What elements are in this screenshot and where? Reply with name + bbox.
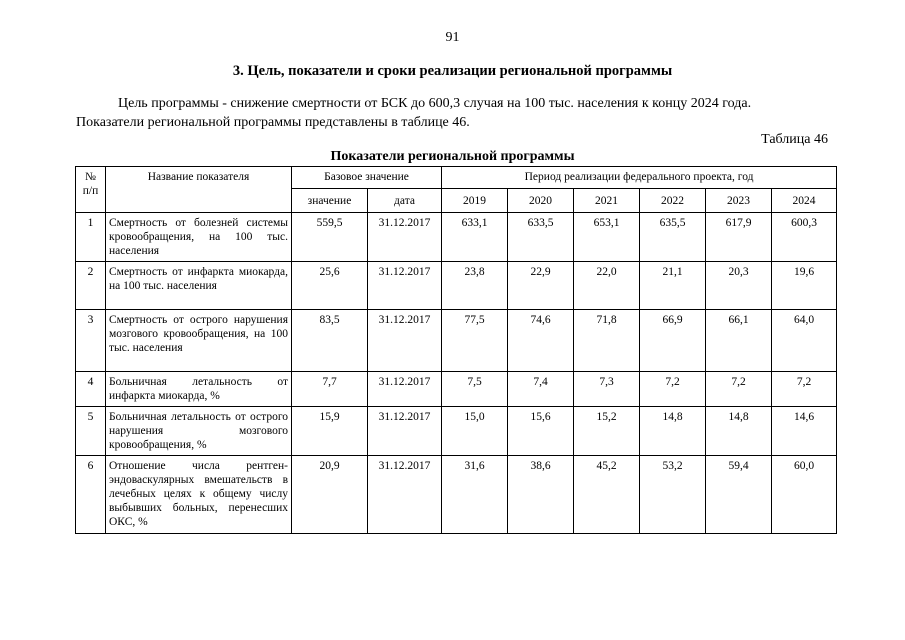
page-number: 91	[445, 30, 460, 45]
row-year-value: 53,2	[640, 456, 706, 534]
row-base-value: 25,6	[292, 262, 368, 310]
goal-paragraph: Цель программы - снижение смертности от БСК до 600,3 случая на 100 тыс. населения к концу 2024 года.	[118, 96, 752, 111]
row-year-value: 7,3	[574, 372, 640, 407]
header-base: Базовое значение	[292, 167, 442, 189]
row-num: 5	[76, 407, 106, 456]
row-name: Смертность от болезней системы кровообращения, на 100 тыс. населения	[106, 213, 292, 262]
row-base-value: 7,7	[292, 372, 368, 407]
row-base-date: 31.12.2017	[368, 310, 442, 372]
row-base-value: 559,5	[292, 213, 368, 262]
table-row	[76, 310, 837, 372]
row-year-value: 31,6	[442, 456, 508, 534]
row-base-value: 83,5	[292, 310, 368, 372]
row-name: Смертность от инфаркта миокарда, на 100 тыс. населения	[106, 262, 292, 310]
row-year-value: 66,9	[640, 310, 706, 372]
header-year: 2021	[574, 189, 640, 213]
row-year-value: 66,1	[706, 310, 772, 372]
table-row	[76, 456, 837, 534]
row-year-value: 7,2	[640, 372, 706, 407]
header-num: № п/п	[76, 167, 106, 213]
row-num: 1	[76, 213, 106, 262]
row-year-value: 20,3	[706, 262, 772, 310]
header-year: 2024	[772, 189, 837, 213]
row-year-value: 71,8	[574, 310, 640, 372]
row-year-value: 60,0	[772, 456, 837, 534]
row-year-value: 22,0	[574, 262, 640, 310]
section-title: 3. Цель, показатели и сроки реализации региональной программы	[232, 63, 673, 79]
row-year-value: 7,2	[706, 372, 772, 407]
row-year-value: 617,9	[706, 213, 772, 262]
row-num: 3	[76, 310, 106, 372]
table-row	[76, 407, 837, 456]
indicators-table	[75, 166, 837, 534]
row-year-value: 14,6	[772, 407, 837, 456]
row-base-date: 31.12.2017	[368, 372, 442, 407]
table-title: Показатели региональной программы	[330, 149, 575, 164]
row-name: Больничная летальность от острого нарушения мозгового кровообращения, %	[106, 407, 292, 456]
table-row	[76, 372, 837, 407]
header-value: значение	[292, 189, 368, 213]
row-year-value: 14,8	[706, 407, 772, 456]
row-name: Отношение числа рентген-эндоваскулярных вмешательств в лечебных целях к общему числу выбывших больных, перенесших ОКС, %	[106, 456, 292, 534]
row-base-value: 15,9	[292, 407, 368, 456]
header-name: Название показателя	[106, 167, 292, 213]
row-year-value: 7,5	[442, 372, 508, 407]
indicators-reference-paragraph: Показатели региональной программы представлены в таблице 46.	[76, 115, 470, 130]
header-year: 2023	[706, 189, 772, 213]
row-num: 6	[76, 456, 106, 534]
row-year-value: 653,1	[574, 213, 640, 262]
table-row	[76, 262, 837, 310]
header-year: 2022	[640, 189, 706, 213]
row-base-value: 20,9	[292, 456, 368, 534]
row-year-value: 7,4	[508, 372, 574, 407]
row-year-value: 45,2	[574, 456, 640, 534]
header-year: 2020	[508, 189, 574, 213]
row-name: Больничная летальность от инфаркта миокарда, %	[106, 372, 292, 407]
row-year-value: 600,3	[772, 213, 837, 262]
row-year-value: 38,6	[508, 456, 574, 534]
row-year-value: 23,8	[442, 262, 508, 310]
row-year-value: 633,5	[508, 213, 574, 262]
row-year-value: 14,8	[640, 407, 706, 456]
row-name: Смертность от острого нарушения мозгового кровообращения, на 100 тыс. населения	[106, 310, 292, 372]
row-year-value: 635,5	[640, 213, 706, 262]
row-year-value: 633,1	[442, 213, 508, 262]
row-year-value: 7,2	[772, 372, 837, 407]
row-base-date: 31.12.2017	[368, 456, 442, 534]
table-header-row	[76, 167, 837, 189]
row-year-value: 59,4	[706, 456, 772, 534]
row-base-date: 31.12.2017	[368, 213, 442, 262]
table-row	[76, 213, 837, 262]
row-year-value: 21,1	[640, 262, 706, 310]
row-num: 2	[76, 262, 106, 310]
header-period: Период реализации федерального проекта, год	[442, 167, 837, 189]
header-year: 2019	[442, 189, 508, 213]
row-base-date: 31.12.2017	[368, 407, 442, 456]
row-year-value: 64,0	[772, 310, 837, 372]
row-year-value: 22,9	[508, 262, 574, 310]
table-label: Таблица 46	[761, 132, 828, 147]
row-year-value: 15,6	[508, 407, 574, 456]
row-year-value: 15,2	[574, 407, 640, 456]
row-year-value: 15,0	[442, 407, 508, 456]
row-num: 4	[76, 372, 106, 407]
header-date: дата	[368, 189, 442, 213]
row-year-value: 19,6	[772, 262, 837, 310]
row-year-value: 77,5	[442, 310, 508, 372]
row-base-date: 31.12.2017	[368, 262, 442, 310]
row-year-value: 74,6	[508, 310, 574, 372]
